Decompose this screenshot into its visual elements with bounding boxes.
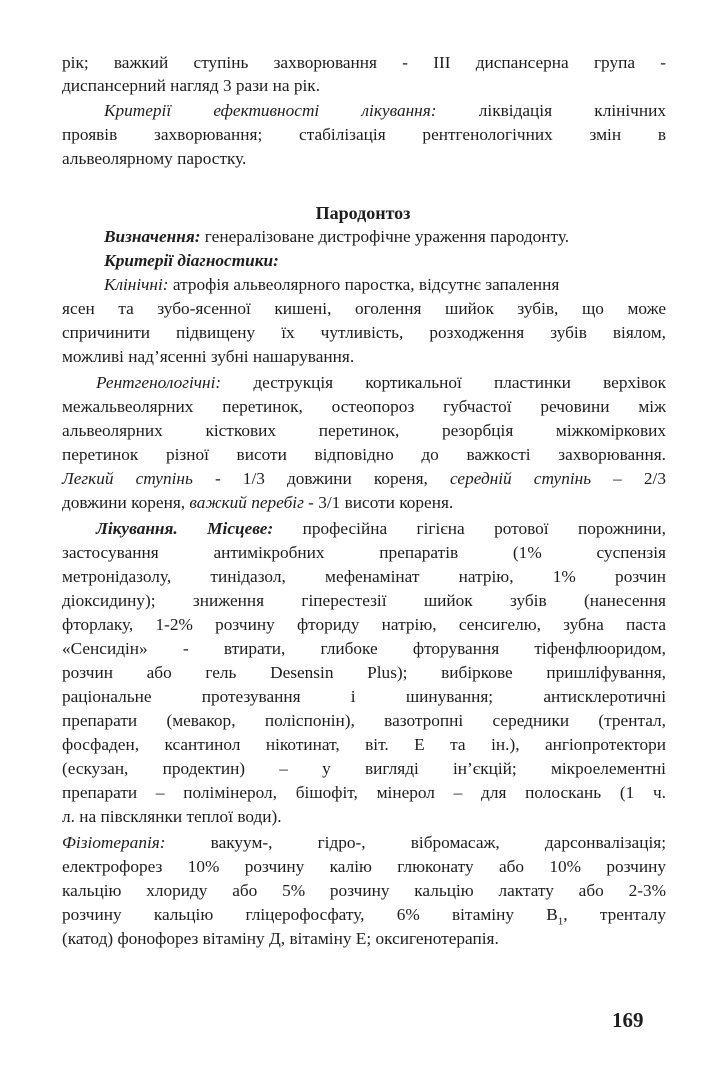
subscript: 1 xyxy=(557,915,564,928)
text-fragment: атрофія альвеолярного паростка, відсутнє запалення xyxy=(168,275,560,294)
text-line: електрофорез 10% розчину калію глюконату або 10% розчину xyxy=(62,857,666,876)
text-line: фосфаден, ксантинол нікотинат, віт. Е та ін.), ангіопротектори xyxy=(62,735,666,754)
text-line: л. на півсклянки теплої води). xyxy=(62,807,282,826)
text-line: диспансерний нагляд 3 рази на рік. xyxy=(62,76,321,95)
text-fragment: розчину кальцію гліцерофосфату, 6% вітаміну В xyxy=(62,905,558,924)
local-treatment-term: Місцеве: xyxy=(207,519,274,538)
efficiency-criteria-term: Критерії ефективності лікування: xyxy=(104,101,437,120)
definition-text: генералізоване дистрофічне ураження пародонту. xyxy=(200,227,570,246)
criteria-heading xyxy=(104,250,708,272)
medium-stage-term: середній ступінь xyxy=(449,469,592,488)
text-line: альвеолярному паростку. xyxy=(62,149,247,168)
text-line xyxy=(96,518,666,540)
text-line: альвеолярних кісткових перетинок, резорбція міжкоміркових xyxy=(62,421,666,440)
physiotherapy-term: Фізіотерапія: xyxy=(62,833,166,852)
clinical-term: Клінічні: xyxy=(104,275,169,294)
text-line: діоксидину); зниження гіперестезії шийок зубів (нанесення xyxy=(62,591,666,610)
text-line: раціональне протезування і шинування; антисклеротичні xyxy=(62,687,666,706)
text-line: перетинок різної висоти відповідно до важкості захворювання. xyxy=(62,445,666,464)
text-line xyxy=(104,100,666,122)
page-number: 169 xyxy=(612,1008,644,1032)
text-line xyxy=(104,274,666,296)
mild-stage-term: Легкий ступінь xyxy=(62,469,193,488)
text-fragment: – 2/3 xyxy=(591,469,666,488)
text-line: межальвеолярних перетинок, остеопороз губчастої речовини між xyxy=(62,397,666,416)
text-line: препарати (мевакор, поліспонін), вазотропні середники (трентал, xyxy=(62,711,666,730)
text-line xyxy=(62,468,666,490)
xray-term: Рентгенологічні: xyxy=(96,373,222,392)
text-fragment: - 3/1 висоти кореня. xyxy=(303,493,454,512)
text-line: спричинити підвищену їх чутливість, розходження зубів віялом, xyxy=(62,323,666,342)
text-fragment: ліквідація клінічних xyxy=(478,101,666,120)
text-line: метронідазолу, тинідазол, мефенамінат натрію, 1% розчин xyxy=(62,567,666,586)
text-fragment: , тренталу xyxy=(563,905,666,924)
text-line: (катод) фонофорез вітаміну Д, вітаміну Е; оксигенотерапія. xyxy=(62,929,499,948)
text-line: проявів захворювання; стабілізація рентгенологічних змін в xyxy=(62,125,666,144)
text-fragment: - 1/3 довжини кореня, xyxy=(192,469,450,488)
treatment-heading: Лікування. xyxy=(96,519,178,538)
text-line: рік; важкий ступінь захворювання - ІІІ диспансерна група - xyxy=(62,53,666,72)
definition-line xyxy=(104,226,708,248)
text-fragment: довжини кореня, xyxy=(62,493,190,512)
text-line xyxy=(62,492,666,514)
text-line: препарати – полімінерол, бішофіт, мінерол – для полоскань (1 ч. xyxy=(62,783,666,802)
text-fragment: деструкція кортикальної пластинки верхівок xyxy=(221,373,666,392)
criteria-heading-text: Критерії діагностики: xyxy=(104,251,279,270)
text-line: «Сенсидін» - втирати, глибоке фторування тіфенфлюоридом, xyxy=(62,639,666,658)
text-line: можливі над’ясенні зубні нашарування. xyxy=(62,347,355,366)
text-fragment: професійна гігієна ротової порожнини, xyxy=(273,519,666,538)
text-fragment: вакуум-, гідро-, вібромасаж, дарсонвалізація; xyxy=(165,833,666,852)
text-line: розчин або гель Desensin Plus); вибіркове пришліфування, xyxy=(62,663,666,682)
text-line: кальцію хлориду або 5% розчину кальцію лактату або 2-3% xyxy=(62,881,666,900)
text-line xyxy=(96,372,666,394)
text-line xyxy=(62,832,666,854)
definition-term: Визначення: xyxy=(104,227,201,246)
text-line: застосування антимікробних препаратів (1% суспензія xyxy=(62,543,666,562)
section-title: Пародонтоз xyxy=(315,203,411,223)
text-line: ясен та зубо-ясенної кишені, оголення шийок зубів, що може xyxy=(62,299,666,318)
text-line: фторлаку, 1-2% розчину фториду натрію, сенсигелю, зубна паста xyxy=(62,615,666,634)
severe-stage-term: важкий перебіг xyxy=(189,493,304,512)
text-line: (ескузан, продектин) – у вигляді ін’єкцій; мікроелементні xyxy=(62,759,666,778)
